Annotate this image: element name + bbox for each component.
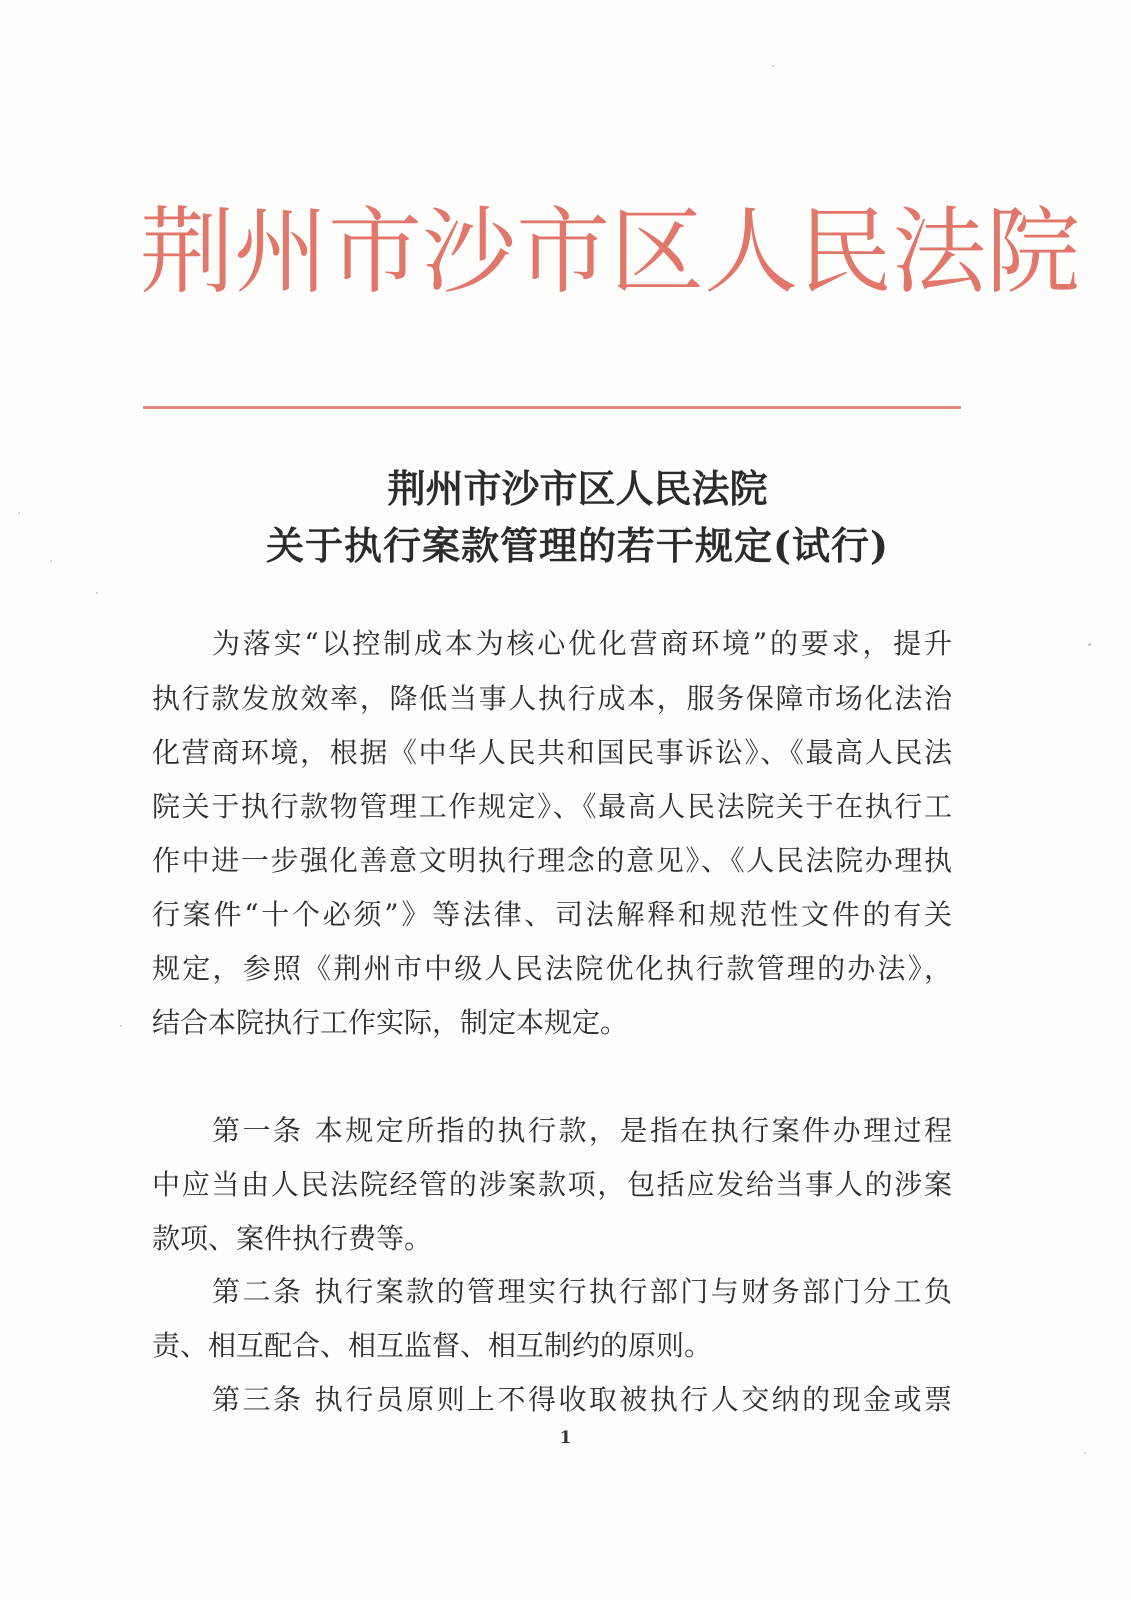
document-title-line-2: 关于执行案款管理的若干规定(试行) — [266, 523, 889, 568]
article-1-line: 款项、案件执行费等。 — [152, 1222, 433, 1255]
masthead-char: 市 — [328, 198, 423, 307]
article-1-line: 中应当由人民法院经管的涉案款项，包括应发给当事人的涉案 — [152, 1168, 952, 1201]
court-masthead — [140, 178, 1081, 328]
article-1-line: 第一条 本规定所指的执行款，是指在执行案件办理过程 — [212, 1114, 952, 1147]
scan-speck — [1084, 1452, 1086, 1454]
document-title-line-1: 荆州市沙市区人民法院 — [387, 466, 768, 511]
article-3-line: 第三条 执行员原则上不得收取被执行人交纳的现金或票 — [212, 1383, 952, 1416]
scan-speck — [50, 560, 52, 562]
masthead-char: 沙 — [422, 198, 517, 307]
masthead-char: 市 — [516, 198, 611, 307]
masthead-char: 人 — [704, 198, 799, 307]
intro-line: 化营商环境，根据《中华人民共和国民事诉讼》、《最高人民法 — [152, 736, 952, 769]
intro-line: 行案件“十个必须”》等法律、司法解释和规范性文件的有关 — [152, 898, 952, 931]
intro-line: 结合本院执行工作实际，制定本规定。 — [152, 1006, 629, 1039]
masthead-char: 院 — [986, 198, 1081, 307]
intro-line: 执行款发放效率，降低当事人执行成本，服务保障市场化法治 — [152, 682, 952, 715]
masthead-divider — [143, 406, 961, 409]
masthead-char: 州 — [234, 198, 329, 307]
scan-speck — [772, 65, 774, 67]
intro-line: 规定，参照《荆州市中级人民法院优化执行款管理的办法》， — [152, 952, 952, 985]
scan-speck — [18, 512, 20, 514]
scan-speck — [96, 592, 98, 594]
scan-speck — [120, 1025, 122, 1027]
masthead-char: 法 — [892, 198, 987, 307]
masthead-char: 区 — [610, 198, 705, 307]
masthead-char: 民 — [798, 198, 893, 307]
scan-speck — [1088, 643, 1091, 646]
intro-line: 院关于执行款物管理工作规定》、《最高人民法院关于在执行工 — [152, 790, 952, 823]
intro-line: 为落实“以控制成本为核心优化营商环境”的要求，提升 — [212, 627, 952, 660]
intro-line: 作中进一步强化善意文明执行理念的意见》、《人民法院办理执 — [152, 844, 952, 877]
article-2-line: 责、相互配合、相互监督、相互制约的原则。 — [152, 1329, 713, 1362]
article-2-line: 第二条 执行案款的管理实行执行部门与财务部门分工负 — [212, 1275, 952, 1308]
page-number: 1 — [559, 1428, 572, 1448]
masthead-char: 荆 — [140, 198, 235, 307]
